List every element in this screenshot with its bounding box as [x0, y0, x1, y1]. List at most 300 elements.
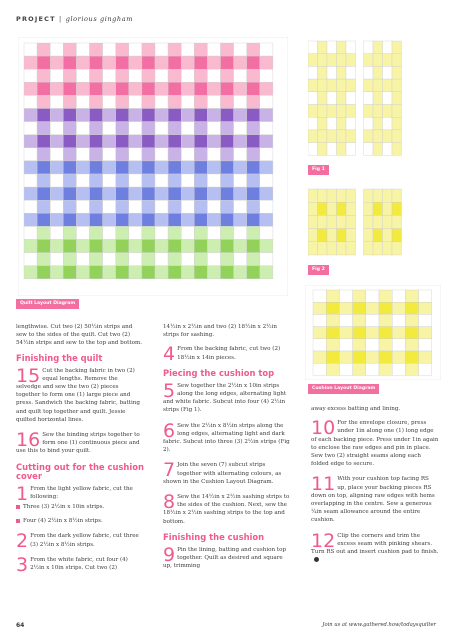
quilt-patch — [247, 109, 260, 122]
quilt-patch — [247, 56, 260, 69]
cushion-patch — [379, 339, 392, 351]
cushion-patch — [339, 314, 352, 326]
cushion-patch — [353, 339, 366, 351]
cushion-patch — [339, 290, 352, 302]
step-1 — [16, 482, 144, 505]
quilt-patch — [103, 174, 116, 187]
quilt-patch — [194, 213, 207, 226]
quilt-patch — [76, 148, 89, 161]
quilt-patch — [37, 240, 50, 253]
quilt-patch — [103, 82, 116, 95]
quilt-patch — [247, 148, 260, 161]
quilt-patch — [155, 135, 168, 148]
fig2-patch — [318, 242, 328, 255]
quilt-patch — [221, 135, 234, 148]
fig2-patch — [364, 189, 374, 202]
quilt-patch — [37, 95, 50, 108]
quilt-patch — [63, 253, 76, 266]
quilt-patch — [260, 161, 273, 174]
quilt-patch — [90, 148, 103, 161]
fig1-patch — [327, 79, 337, 92]
quilt-patch — [90, 161, 103, 174]
cushion-patch — [326, 351, 339, 363]
fig1-diagram — [308, 37, 438, 159]
quilt-patch — [76, 109, 89, 122]
quilt-patch — [247, 187, 260, 200]
fig1-patch — [364, 105, 374, 118]
bullet-item: Three (3) 2½in x 10in strips. — [16, 503, 144, 511]
quilt-patch — [90, 122, 103, 135]
fig1-patch — [318, 41, 328, 54]
quilt-patch — [260, 240, 273, 253]
fig1-patch — [383, 143, 393, 156]
quilt-patch — [247, 266, 260, 279]
quilt-patch — [194, 82, 207, 95]
quilt-patch — [24, 187, 37, 200]
fig1-patch — [383, 66, 393, 79]
step-7 — [163, 461, 291, 486]
quilt-patch — [221, 253, 234, 266]
quilt-patch — [221, 69, 234, 82]
cushion-patch — [353, 302, 366, 314]
fig1-patch — [308, 79, 318, 92]
step-number: 10 — [311, 417, 336, 440]
fig1-patch — [337, 66, 347, 79]
quilt-patch — [24, 226, 37, 239]
cushion-patch — [313, 327, 326, 339]
fig1-patch — [373, 143, 383, 156]
fig1-patch — [337, 41, 347, 54]
quilt-patch — [116, 82, 129, 95]
quilt-patch — [63, 122, 76, 135]
quilt-patch — [50, 43, 63, 56]
quilt-patch — [63, 213, 76, 226]
quilt-patch — [76, 122, 89, 135]
quilt-patch — [181, 187, 194, 200]
step-text: Sew together the 2½in x 10in strips along the long edges, alternating light and white fabric. Subcut into four (4) 2½in strips (Fig 1). — [163, 382, 287, 414]
quilt-patch — [155, 266, 168, 279]
quilt-patch — [194, 95, 207, 108]
quilt-patch — [129, 82, 142, 95]
header-title: glorious gingham — [65, 15, 133, 23]
quilt-patch — [37, 82, 50, 95]
quilt-patch — [194, 109, 207, 122]
quilt-patch — [181, 213, 194, 226]
step-3 — [16, 553, 144, 576]
fig1-patch — [337, 143, 347, 156]
quilt-patch — [142, 253, 155, 266]
quilt-patch — [221, 240, 234, 253]
quilt-patch — [90, 200, 103, 213]
step-2 — [16, 530, 144, 553]
quilt-patch — [90, 213, 103, 226]
quilt-patch — [116, 200, 129, 213]
quilt-patch — [168, 200, 181, 213]
quilt-patch — [207, 135, 220, 148]
cushion-patch — [326, 314, 339, 326]
quilt-patch — [207, 148, 220, 161]
fig1-patch — [308, 41, 318, 54]
step-9 — [163, 543, 291, 571]
quilt-patch — [155, 148, 168, 161]
fig1-patch — [373, 79, 383, 92]
fig1-patch — [392, 130, 402, 143]
quilt-patch — [142, 161, 155, 174]
fig1-patch — [364, 66, 374, 79]
fig1-patch — [346, 79, 356, 92]
cushion-patch — [405, 290, 418, 302]
step-number: 16 — [16, 429, 41, 452]
fig1-patch — [364, 41, 374, 54]
quilt-patch — [260, 253, 273, 266]
step-number: 11 — [311, 473, 336, 496]
cushion-patch — [392, 327, 405, 339]
quilt-patch — [63, 109, 76, 122]
fig1-patch — [337, 105, 347, 118]
quilt-patch — [129, 135, 142, 148]
fig1-patch — [318, 66, 328, 79]
fig1-patch — [373, 105, 383, 118]
quilt-patch — [50, 213, 63, 226]
quilt-patch — [181, 109, 194, 122]
quilt-patch — [181, 56, 194, 69]
fig1-patch — [346, 66, 356, 79]
cushion-patch — [405, 363, 418, 375]
quilt-patch — [194, 56, 207, 69]
quilt-patch — [207, 226, 220, 239]
quilt-patch — [168, 213, 181, 226]
fig1-patch — [364, 92, 374, 105]
quilt-patch — [37, 56, 50, 69]
quilt-patch — [63, 187, 76, 200]
fig2-diagram — [308, 187, 438, 259]
heading-piecing: Piecing the cushion top — [163, 367, 275, 378]
quilt-patch — [129, 200, 142, 213]
quilt-patch — [142, 174, 155, 187]
quilt-patch — [247, 253, 260, 266]
quilt-patch — [76, 95, 89, 108]
quilt-patch — [221, 82, 234, 95]
quilt-patch — [221, 213, 234, 226]
fig1-patch — [337, 130, 347, 143]
quilt-patch — [155, 122, 168, 135]
quilt-patch — [129, 161, 142, 174]
quilt-patch — [155, 161, 168, 174]
cushion-patch — [353, 363, 366, 375]
quilt-patch — [129, 226, 142, 239]
cushion-patch — [366, 314, 379, 326]
quilt-patch — [168, 187, 181, 200]
quilt-patch — [181, 253, 194, 266]
quilt-patch — [37, 161, 50, 174]
quilt-patch — [24, 161, 37, 174]
header-separator: | — [55, 15, 66, 23]
quilt-patch — [50, 266, 63, 279]
cushion-patch — [405, 339, 418, 351]
quilt-patch — [90, 69, 103, 82]
quilt-patch — [168, 109, 181, 122]
fig1-patch — [318, 92, 328, 105]
quilt-patch — [76, 56, 89, 69]
step-number: 2 — [16, 530, 29, 553]
quilt-patch — [221, 122, 234, 135]
fig1-patch — [346, 41, 356, 54]
fig1-patch — [383, 117, 393, 130]
bullet-square-icon — [16, 505, 20, 509]
fig1-patch — [337, 79, 347, 92]
quilt-patch — [247, 135, 260, 148]
cushion-patch — [419, 351, 432, 363]
quilt-patch — [37, 43, 50, 56]
quilt-patch — [129, 56, 142, 69]
fig1-patch — [308, 54, 318, 67]
step-text: Clip the corners and trim the excess seam with pinking shears. Turn RS out and insert cushion pad to finish. — [311, 532, 439, 556]
header-project: PROJECT — [16, 15, 56, 23]
quilt-patch — [76, 43, 89, 56]
footer-website: Join us at www.gathered.how/todaysquilter — [322, 622, 436, 628]
quilt-patch — [63, 174, 76, 187]
quilt-patch — [194, 148, 207, 161]
quilt-patch — [24, 56, 37, 69]
quilt-patch — [142, 43, 155, 56]
fig1-patch — [327, 130, 337, 143]
quilt-patch — [116, 122, 129, 135]
cushion-patch — [405, 351, 418, 363]
fig1-patch — [392, 41, 402, 54]
paragraph: away excess batting and lining. — [311, 406, 401, 412]
quilt-patch — [24, 253, 37, 266]
quilt-patch — [247, 240, 260, 253]
bullet-item: Four (4) 2½in x 8½in strips. — [16, 517, 144, 525]
fig2-patch — [346, 242, 356, 255]
quilt-patch — [103, 253, 116, 266]
quilt-patch — [37, 200, 50, 213]
quilt-patch — [37, 187, 50, 200]
quilt-patch — [181, 240, 194, 253]
quilt-patch — [234, 187, 247, 200]
fig2-patch — [346, 215, 356, 228]
quilt-patch — [260, 174, 273, 187]
quilt-patch — [116, 187, 129, 200]
quilt-patch — [76, 240, 89, 253]
quilt-patch — [90, 56, 103, 69]
quilt-patch — [168, 122, 181, 135]
quilt-patch — [63, 56, 76, 69]
quilt-patch — [181, 161, 194, 174]
paragraph: 14½in x 2½in and two (2) 18½in x 2½in strips for sashing. — [163, 324, 277, 339]
cushion-patch — [313, 363, 326, 375]
fig1-patch — [308, 105, 318, 118]
quilt-patch — [129, 69, 142, 82]
quilt-patch — [142, 148, 155, 161]
cushion-patch — [392, 290, 405, 302]
column-3 — [311, 405, 439, 571]
fig2-patch — [318, 189, 328, 202]
quilt-patch — [37, 122, 50, 135]
fig1-patch — [327, 66, 337, 79]
cushion-patch — [419, 290, 432, 302]
quilt-patch — [207, 174, 220, 187]
quilt-patch — [90, 266, 103, 279]
step-text: From the dark yellow fabric, cut three (3) 2½in x 8½in strips. — [30, 533, 139, 548]
step-4 — [163, 343, 291, 366]
step-number: 9 — [163, 543, 176, 566]
quilt-patch — [129, 213, 142, 226]
cushion-patch — [379, 351, 392, 363]
quilt-patch — [155, 56, 168, 69]
quilt-patch — [129, 122, 142, 135]
quilt-patch — [63, 95, 76, 108]
fig1-patch — [373, 54, 383, 67]
cushion-patch — [392, 363, 405, 375]
quilt-patch — [234, 148, 247, 161]
quilt-patch — [24, 135, 37, 148]
quilt-patch — [207, 43, 220, 56]
quilt-patch — [155, 200, 168, 213]
cushion-patch — [313, 302, 326, 314]
quilt-patch — [234, 122, 247, 135]
quilt-patch — [90, 82, 103, 95]
quilt-patch — [103, 240, 116, 253]
step-number: 12 — [311, 529, 336, 552]
fig1-patch — [327, 105, 337, 118]
step-number: 8 — [163, 491, 176, 514]
cushion-patch — [392, 351, 405, 363]
quilt-patch — [103, 148, 116, 161]
quilt-patch — [116, 226, 129, 239]
quilt-patch — [221, 174, 234, 187]
quilt-patch — [260, 69, 273, 82]
quilt-patch — [24, 95, 37, 108]
quilt-patch — [168, 266, 181, 279]
step-text: From the white fabric, cut four (4) 2½in x 10in strips. Cut two (2) — [30, 556, 128, 572]
heading-finishing-cushion: Finishing the cushion — [163, 531, 265, 542]
quilt-patch — [103, 187, 116, 200]
fig1-patch — [308, 66, 318, 79]
quilt-patch — [234, 161, 247, 174]
quilt-patch — [103, 69, 116, 82]
quilt-patch — [129, 174, 142, 187]
quilt-patch — [24, 200, 37, 213]
fig1-patch — [392, 54, 402, 67]
fig1-patch — [327, 143, 337, 156]
fig1-patch — [383, 92, 393, 105]
fig1-patch — [337, 117, 347, 130]
quilt-patch — [207, 95, 220, 108]
quilt-patch — [63, 43, 76, 56]
fig2-label: Fig 2 — [308, 265, 329, 275]
quilt-patch — [168, 69, 181, 82]
quilt-patch — [90, 109, 103, 122]
quilt-patch — [260, 56, 273, 69]
cushion-patch — [419, 363, 432, 375]
fig1-patch — [392, 117, 402, 130]
fig1-patch — [364, 117, 374, 130]
quilt-patch — [37, 226, 50, 239]
cushion-patch — [366, 302, 379, 314]
fig1-patch — [383, 130, 393, 143]
quilt-patch — [194, 174, 207, 187]
quilt-patch — [194, 69, 207, 82]
fig1-label: Fig 1 — [308, 165, 329, 175]
quilt-patch — [90, 187, 103, 200]
quilt-patch — [234, 56, 247, 69]
fig2-patch — [383, 215, 393, 228]
quilt-patch — [103, 266, 116, 279]
column-1 — [16, 323, 144, 579]
quilt-patch — [76, 82, 89, 95]
fig1-patch — [392, 66, 402, 79]
quilt-patch — [194, 266, 207, 279]
step-11 — [311, 475, 439, 524]
quilt-patch — [24, 266, 37, 279]
quilt-patch — [116, 69, 129, 82]
quilt-patch — [142, 122, 155, 135]
quilt-patch — [207, 109, 220, 122]
quilt-patch — [221, 187, 234, 200]
quilt-patch — [194, 226, 207, 239]
quilt-patch — [260, 266, 273, 279]
fig1-patch — [373, 41, 383, 54]
fig1-patch — [327, 54, 337, 67]
fig1-patch — [373, 92, 383, 105]
quilt-patch — [234, 200, 247, 213]
fig2-patch — [346, 189, 356, 202]
quilt-patch — [194, 122, 207, 135]
quilt-patch — [221, 43, 234, 56]
fig2-patch — [364, 202, 374, 215]
quilt-patch — [129, 187, 142, 200]
fig2-patch — [383, 189, 393, 202]
quilt-patch — [50, 69, 63, 82]
fig2-patch — [392, 202, 402, 215]
quilt-patch — [76, 69, 89, 82]
cushion-patch — [419, 302, 432, 314]
quilt-patch — [155, 240, 168, 253]
quilt-patch — [207, 82, 220, 95]
paragraph: lengthwise. Cut two (2) 50½in strips and sew to the sides of the quilt. Cut two (2) 54½in strips and sew to the top and bottom. — [16, 324, 143, 347]
fig2-patch — [327, 189, 337, 202]
fig2-patch — [364, 242, 374, 255]
quilt-patch — [234, 253, 247, 266]
quilt-patch — [142, 56, 155, 69]
step-text: From the light yellow fabric, cut the following: — [30, 485, 133, 500]
cushion-patch — [366, 290, 379, 302]
quilt-patch — [76, 266, 89, 279]
step-number: 15 — [16, 364, 41, 387]
quilt-patch — [50, 174, 63, 187]
quilt-patch — [221, 148, 234, 161]
quilt-patch — [37, 266, 50, 279]
quilt-patch — [103, 95, 116, 108]
heading-finishing-quilt: Finishing the quilt — [16, 352, 103, 363]
quilt-patch — [194, 161, 207, 174]
quilt-patch — [24, 213, 37, 226]
fig1-patch — [346, 54, 356, 67]
fig2-patch — [346, 202, 356, 215]
cushion-patch — [366, 327, 379, 339]
step-text: For the envelope closure, press under 1in along one (1) long edge of each backing piece. Press under 1in again to enclose the raw edges and pin in place. Sew two (2) straight seams along each folded edge to secure. — [311, 420, 439, 468]
cushion-patch — [379, 327, 392, 339]
cushion-patch — [353, 351, 366, 363]
quilt-patch — [37, 109, 50, 122]
heading-cutting-cushion: Cutting out for the cushion cover — [16, 461, 144, 481]
quilt-patch — [50, 200, 63, 213]
quilt-patch — [142, 69, 155, 82]
quilt-patch — [221, 200, 234, 213]
fig2-patch — [373, 215, 383, 228]
fig1-patch — [318, 130, 328, 143]
